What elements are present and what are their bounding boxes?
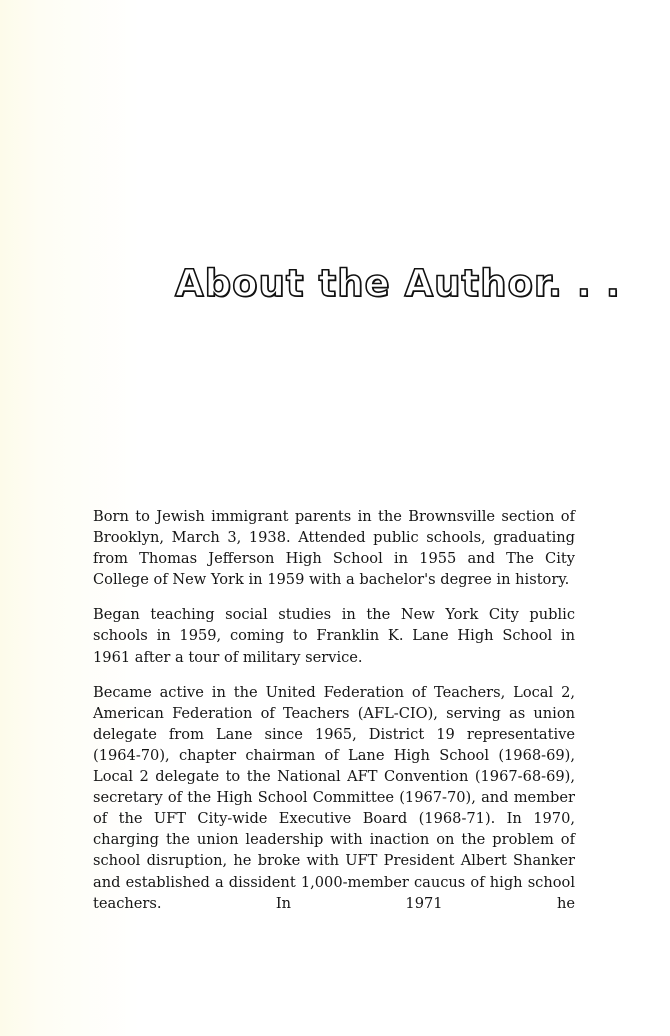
author-biography [93,506,575,928]
paragraph-teaching-career: Began teaching social studies in the New York City public schools in 1959, coming to Franklin K. Lane High School in 1961 after a tour of military service. [93,606,575,666]
page-title: About the Author. . . [175,262,621,305]
paragraph-early-life: Born to Jewish immigrant parents in the Brownsville section of Brooklyn, March 3, 1938. Attended public schools, graduating from Thomas Jefferson High School in 1955 and The City College of New York in 1959 with a bachelor's degree in history. [93,508,575,589]
paragraph-union-activity: Became active in the United Federation of Teachers, Local 2, American Federation of Teachers (AFL-CIO), serving as union delegate from Lane since 1965, District 19 representative (1964-70), chapter chairman of Lane High School (1968-69), Local 2 delegate to the National AFT Convention (1967-68-69), secretary of the High School Committee (1967-70), and member of the UFT City-wide Executive Board (1968-71). In 1970, charging the union leadership with inaction on the problem of school disruption, he broke with UFT President Albert Shanker and established a dissident 1,000-member caucus of high school teachers. In 1971 he [93,683,575,912]
